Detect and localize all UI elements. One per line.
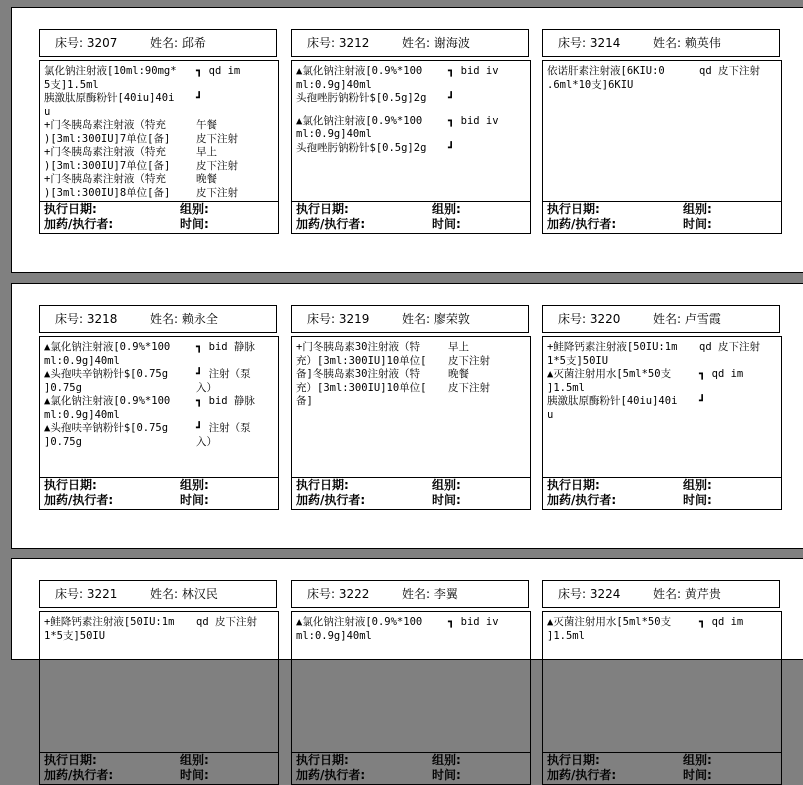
drug-text: +门冬胰岛素30注射液（特 <box>296 341 420 353</box>
card-footer <box>542 201 782 234</box>
footer-row-exec <box>296 753 349 768</box>
exec-date-label: 执行日期: <box>44 753 97 767</box>
label-card[interactable] <box>39 580 277 782</box>
executor-label: 加药/执行者: <box>547 768 617 782</box>
usage-text: ┛ <box>699 395 706 407</box>
usage-text: ┛ <box>196 92 203 104</box>
card-header <box>542 29 780 57</box>
usage-text: ┓ qd im <box>699 368 744 380</box>
print-page-1 <box>11 7 803 273</box>
drug-text: 头孢唑肟钠粉针$[0.5g]2g <box>296 92 427 104</box>
bed-value: 3220 <box>589 312 621 326</box>
drug-text: ▲灭菌注射用水[5ml*50支 <box>547 616 672 628</box>
prescription-line <box>44 409 278 423</box>
prescription-line <box>547 341 781 355</box>
patient-name <box>150 306 218 332</box>
name-value: 林汉民 <box>181 587 218 601</box>
footer-row-exec <box>547 202 600 217</box>
drug-text: ]0.75g <box>44 435 82 448</box>
footer-row-exec <box>547 478 600 493</box>
footer-row-executor <box>296 217 365 232</box>
usage-text: 晚餐 <box>196 173 217 185</box>
patient-name <box>402 581 458 607</box>
prescription-line <box>296 395 530 409</box>
drug-text: ml:0.9g]40ml <box>44 408 120 421</box>
card-footer <box>542 752 782 785</box>
card-header <box>39 580 277 608</box>
drug-text: ml:0.9g]40ml <box>296 629 372 642</box>
prescription-line <box>44 395 278 409</box>
patient-name <box>150 30 206 56</box>
name-label: 姓名: <box>653 36 682 50</box>
card-header <box>291 305 529 333</box>
drug-text: )[3ml:300IU]8单位[备] <box>44 186 171 199</box>
name-value: 卢雪霞 <box>684 312 721 326</box>
prescription-line <box>296 79 530 93</box>
card-footer <box>39 477 279 510</box>
executor-label: 加药/执行者: <box>44 493 114 507</box>
drug-text: ]1.5ml <box>547 629 585 642</box>
drug-text: ▲头孢呋辛钠粉针$[0.75g <box>44 368 169 380</box>
name-label: 姓名: <box>150 36 179 50</box>
prescription-line <box>296 355 530 369</box>
prescription-body <box>291 336 531 478</box>
bed-number <box>55 30 117 56</box>
bed-number <box>558 30 620 56</box>
drug-text: ▲头孢呋辛钠粉针$[0.75g <box>44 422 169 434</box>
card-header <box>542 305 780 333</box>
group-label: 组别: <box>180 202 209 216</box>
usage-text: ┓ bid iv <box>448 114 499 127</box>
prescription-line <box>296 65 530 79</box>
usage-text: ┓ qd im <box>699 616 744 628</box>
patient-name <box>402 30 470 56</box>
prescription-line <box>44 119 278 133</box>
footer-row-executor <box>547 217 616 232</box>
usage-text: 晚餐 <box>448 368 469 380</box>
drug-text: +鲑降钙素注射液[50IU:1m <box>547 341 678 353</box>
prescription-line <box>44 160 278 174</box>
usage-text: 早上 <box>448 341 469 353</box>
name-value: 赖英伟 <box>684 36 721 50</box>
prescription-line <box>44 436 278 450</box>
card-footer <box>39 752 279 785</box>
usage-text: ┓ qd im <box>196 65 241 77</box>
footer-row-executor <box>296 493 365 508</box>
usage-text: qd 皮下注射 <box>699 65 760 77</box>
time-label: 时间: <box>180 217 209 231</box>
prescription-body <box>542 611 782 753</box>
drug-text: ▲氯化钠注射液[0.9%*100 <box>296 616 423 628</box>
label-card[interactable] <box>542 305 780 507</box>
footer-row-executor <box>547 493 616 508</box>
prescription-line <box>44 106 278 120</box>
group-label: 组别: <box>180 478 209 492</box>
footer-row-exec <box>44 202 97 217</box>
drug-text: +门冬胰岛素注射液（特充 <box>44 173 166 185</box>
usage-text: 入） <box>196 435 217 448</box>
prescription-line <box>547 395 781 409</box>
bed-number <box>55 306 117 332</box>
patient-name <box>653 30 721 56</box>
card-header <box>291 29 529 57</box>
bed-number <box>55 581 117 607</box>
prescription-line <box>547 355 781 369</box>
prescription-line <box>296 142 530 156</box>
drug-text: ml:0.9g]40ml <box>44 354 120 367</box>
bed-value: 3218 <box>86 312 118 326</box>
card-footer <box>542 477 782 510</box>
prescription-line <box>44 65 278 79</box>
usage-text: 皮下注射 <box>196 186 238 199</box>
usage-text: 皮下注射 <box>196 132 238 145</box>
prescription-line <box>44 79 278 93</box>
prescription-line <box>296 382 530 396</box>
card-header <box>291 580 529 608</box>
prescription-line <box>547 616 781 630</box>
name-label: 姓名: <box>150 312 179 326</box>
prescription-line <box>547 630 781 644</box>
exec-date-label: 执行日期: <box>44 202 97 216</box>
line-gap <box>292 106 530 115</box>
drug-text: u <box>44 105 51 118</box>
card-footer <box>291 477 531 510</box>
footer-row-executor <box>296 768 365 783</box>
prescription-line <box>44 341 278 355</box>
bed-value: 3207 <box>86 36 118 50</box>
footer-row-exec <box>44 478 97 493</box>
exec-date-label: 执行日期: <box>296 753 349 767</box>
drug-text: 1*5支]50IU <box>44 629 106 642</box>
bed-value: 3212 <box>338 36 370 50</box>
time-label: 时间: <box>432 493 461 507</box>
prescription-line <box>296 341 530 355</box>
bed-label: 床号: <box>558 587 587 601</box>
label-card[interactable] <box>542 29 780 231</box>
label-card[interactable] <box>291 305 529 507</box>
executor-label: 加药/执行者: <box>44 768 114 782</box>
footer-row-executor <box>44 217 113 232</box>
usage-text: 皮下注射 <box>196 159 238 172</box>
drug-text: ▲氯化钠注射液[0.9%*100 <box>296 65 423 77</box>
drug-text: 胰激肽原酶粉针[40iu]40i <box>44 92 175 104</box>
drug-text: ml:0.9g]40ml <box>296 128 372 140</box>
time-label: 时间: <box>683 768 712 782</box>
bed-number <box>558 581 620 607</box>
executor-label: 加药/执行者: <box>296 217 366 231</box>
card-footer <box>39 201 279 234</box>
bed-label: 床号: <box>558 312 587 326</box>
prescription-line <box>296 92 530 106</box>
executor-label: 加药/执行者: <box>296 493 366 507</box>
drug-text: ▲氯化钠注射液[0.9%*100 <box>44 395 171 407</box>
name-value: 赖永全 <box>181 312 218 326</box>
drug-text: +门冬胰岛素注射液（特充 <box>44 119 166 131</box>
drug-text: 1*5支]50IU <box>547 354 609 367</box>
time-label: 时间: <box>180 493 209 507</box>
usage-text: ┛ 注射（泵 <box>196 368 251 380</box>
prescription-line <box>296 630 530 644</box>
drug-text: u <box>547 408 554 421</box>
exec-date-label: 执行日期: <box>296 478 349 492</box>
usage-text: 入） <box>196 381 217 394</box>
card-header <box>39 305 277 333</box>
drug-text: 备] <box>296 395 313 407</box>
print-page-2 <box>11 283 803 549</box>
drug-text: )[3ml:300IU]7单位[备] <box>44 132 171 145</box>
name-value: 谢海波 <box>433 36 470 50</box>
usage-text: ┓ bid 静脉 <box>196 341 255 353</box>
bed-value: 3214 <box>589 36 621 50</box>
usage-text: ┓ bid iv <box>448 65 499 77</box>
bed-value: 3224 <box>589 587 621 601</box>
drug-text: 备]冬胰岛素30注射液（特 <box>296 368 420 380</box>
footer-row-exec <box>547 753 600 768</box>
prescription-line <box>547 382 781 396</box>
label-card[interactable] <box>39 29 277 231</box>
time-label: 时间: <box>683 217 712 231</box>
exec-date-label: 执行日期: <box>44 478 97 492</box>
bed-label: 床号: <box>55 312 84 326</box>
prescription-body <box>291 60 531 202</box>
prescription-body <box>39 60 279 202</box>
exec-date-label: 执行日期: <box>547 202 600 216</box>
patient-name <box>150 581 218 607</box>
drug-text: ]1.5ml <box>547 381 585 394</box>
bed-label: 床号: <box>558 36 587 50</box>
drug-text: 胰激肽原酶粉针[40iu]40i <box>547 395 678 407</box>
bed-label: 床号: <box>55 36 84 50</box>
usage-text: ┛ <box>448 92 455 104</box>
drug-text: 5支]1.5ml <box>44 78 99 91</box>
name-label: 姓名: <box>150 587 179 601</box>
bed-value: 3222 <box>338 587 370 601</box>
patient-name <box>653 581 721 607</box>
time-label: 时间: <box>432 768 461 782</box>
bed-value: 3219 <box>338 312 370 326</box>
usage-text: ┓ bid iv <box>448 616 499 628</box>
usage-text: 皮下注射 <box>448 354 490 367</box>
prescription-body <box>39 336 279 478</box>
patient-name <box>402 306 470 332</box>
footer-row-exec <box>296 478 349 493</box>
label-card[interactable] <box>291 580 529 782</box>
prescription-line <box>547 368 781 382</box>
name-value: 廖荣敦 <box>433 312 470 326</box>
prescription-line <box>44 133 278 147</box>
drug-text: +门冬胰岛素注射液（特充 <box>44 146 166 158</box>
card-footer <box>291 201 531 234</box>
name-label: 姓名: <box>653 312 682 326</box>
prescription-line <box>44 630 278 644</box>
label-card[interactable] <box>39 305 277 507</box>
time-label: 时间: <box>180 768 209 782</box>
prescription-body <box>39 611 279 753</box>
group-label: 组别: <box>432 478 461 492</box>
footer-row-exec <box>44 753 97 768</box>
group-label: 组别: <box>683 202 712 216</box>
bed-label: 床号: <box>307 587 336 601</box>
label-card[interactable] <box>542 580 780 782</box>
group-label: 组别: <box>683 478 712 492</box>
prescription-body <box>542 60 782 202</box>
drug-text: 氯化钠注射液[10ml:90mg* <box>44 65 177 77</box>
bed-label: 床号: <box>55 587 84 601</box>
exec-date-label: 执行日期: <box>296 202 349 216</box>
prescription-line <box>547 65 781 79</box>
drug-text: 充）[3ml:300IU]10单位[ <box>296 381 427 394</box>
drug-text: .6ml*10支]6KIU <box>547 78 634 91</box>
usage-text: ┛ <box>448 141 455 154</box>
prescription-body <box>291 611 531 753</box>
executor-label: 加药/执行者: <box>547 493 617 507</box>
drug-text: )[3ml:300IU]7单位[备] <box>44 159 171 172</box>
usage-text: 皮下注射 <box>448 381 490 394</box>
usage-text: qd 皮下注射 <box>699 341 760 353</box>
prescription-line <box>44 382 278 396</box>
bed-number <box>558 306 620 332</box>
footer-row-exec <box>296 202 349 217</box>
bed-value: 3221 <box>86 587 118 601</box>
group-label: 组别: <box>180 753 209 767</box>
group-label: 组别: <box>683 753 712 767</box>
patient-name <box>653 306 721 332</box>
card-header <box>39 29 277 57</box>
prescription-line <box>296 368 530 382</box>
prescription-line <box>44 173 278 187</box>
name-value: 李翼 <box>433 587 458 601</box>
name-value: 黄芹贵 <box>684 587 721 601</box>
exec-date-label: 执行日期: <box>547 753 600 767</box>
executor-label: 加药/执行者: <box>547 217 617 231</box>
drug-text: ▲灭菌注射用水[5ml*50支 <box>547 368 672 380</box>
time-label: 时间: <box>683 493 712 507</box>
bed-number <box>307 581 369 607</box>
prescription-line <box>44 187 278 201</box>
executor-label: 加药/执行者: <box>44 217 114 231</box>
drug-text: 充）[3ml:300IU]10单位[ <box>296 354 427 367</box>
prescription-line <box>44 146 278 160</box>
group-label: 组别: <box>432 753 461 767</box>
bed-number <box>307 306 369 332</box>
executor-label: 加药/执行者: <box>296 768 366 782</box>
print-page-3 <box>11 558 803 782</box>
prescription-line <box>44 92 278 106</box>
drug-text: ▲氯化钠注射液[0.9%*100 <box>296 114 423 127</box>
usage-text: ┓ bid 静脉 <box>196 395 255 407</box>
exec-date-label: 执行日期: <box>547 478 600 492</box>
drug-text: 依诺肝素注射液[6KIU:0 <box>547 65 665 77</box>
footer-row-executor <box>44 493 113 508</box>
drug-text: ▲氯化钠注射液[0.9%*100 <box>44 341 171 353</box>
name-value: 邱希 <box>181 36 206 50</box>
footer-row-executor <box>547 768 616 783</box>
drug-text: ]0.75g <box>44 381 82 394</box>
drug-text: ml:0.9g]40ml <box>296 78 372 91</box>
time-label: 时间: <box>432 217 461 231</box>
prescription-body <box>542 336 782 478</box>
prescription-line <box>44 422 278 436</box>
prescription-line <box>296 115 530 129</box>
usage-text: 午餐 <box>196 119 217 131</box>
prescription-line <box>44 616 278 630</box>
bed-label: 床号: <box>307 312 336 326</box>
drug-text: 头孢唑肟钠粉针$[0.5g]2g <box>296 141 427 154</box>
prescription-line <box>44 368 278 382</box>
label-card[interactable] <box>291 29 529 231</box>
name-label: 姓名: <box>653 587 682 601</box>
prescription-line <box>296 128 530 142</box>
prescription-line <box>547 409 781 423</box>
name-label: 姓名: <box>402 312 431 326</box>
prescription-line <box>547 79 781 93</box>
prescription-line <box>44 355 278 369</box>
name-label: 姓名: <box>402 36 431 50</box>
bed-number <box>307 30 369 56</box>
usage-text: qd 皮下注射 <box>196 616 257 628</box>
footer-row-executor <box>44 768 113 783</box>
group-label: 组别: <box>432 202 461 216</box>
prescription-line <box>296 616 530 630</box>
card-footer <box>291 752 531 785</box>
card-header <box>542 580 780 608</box>
name-label: 姓名: <box>402 587 431 601</box>
usage-text: ┛ 注射（泵 <box>196 422 251 434</box>
bed-label: 床号: <box>307 36 336 50</box>
usage-text: 早上 <box>196 146 217 158</box>
drug-text: +鲑降钙素注射液[50IU:1m <box>44 616 175 628</box>
